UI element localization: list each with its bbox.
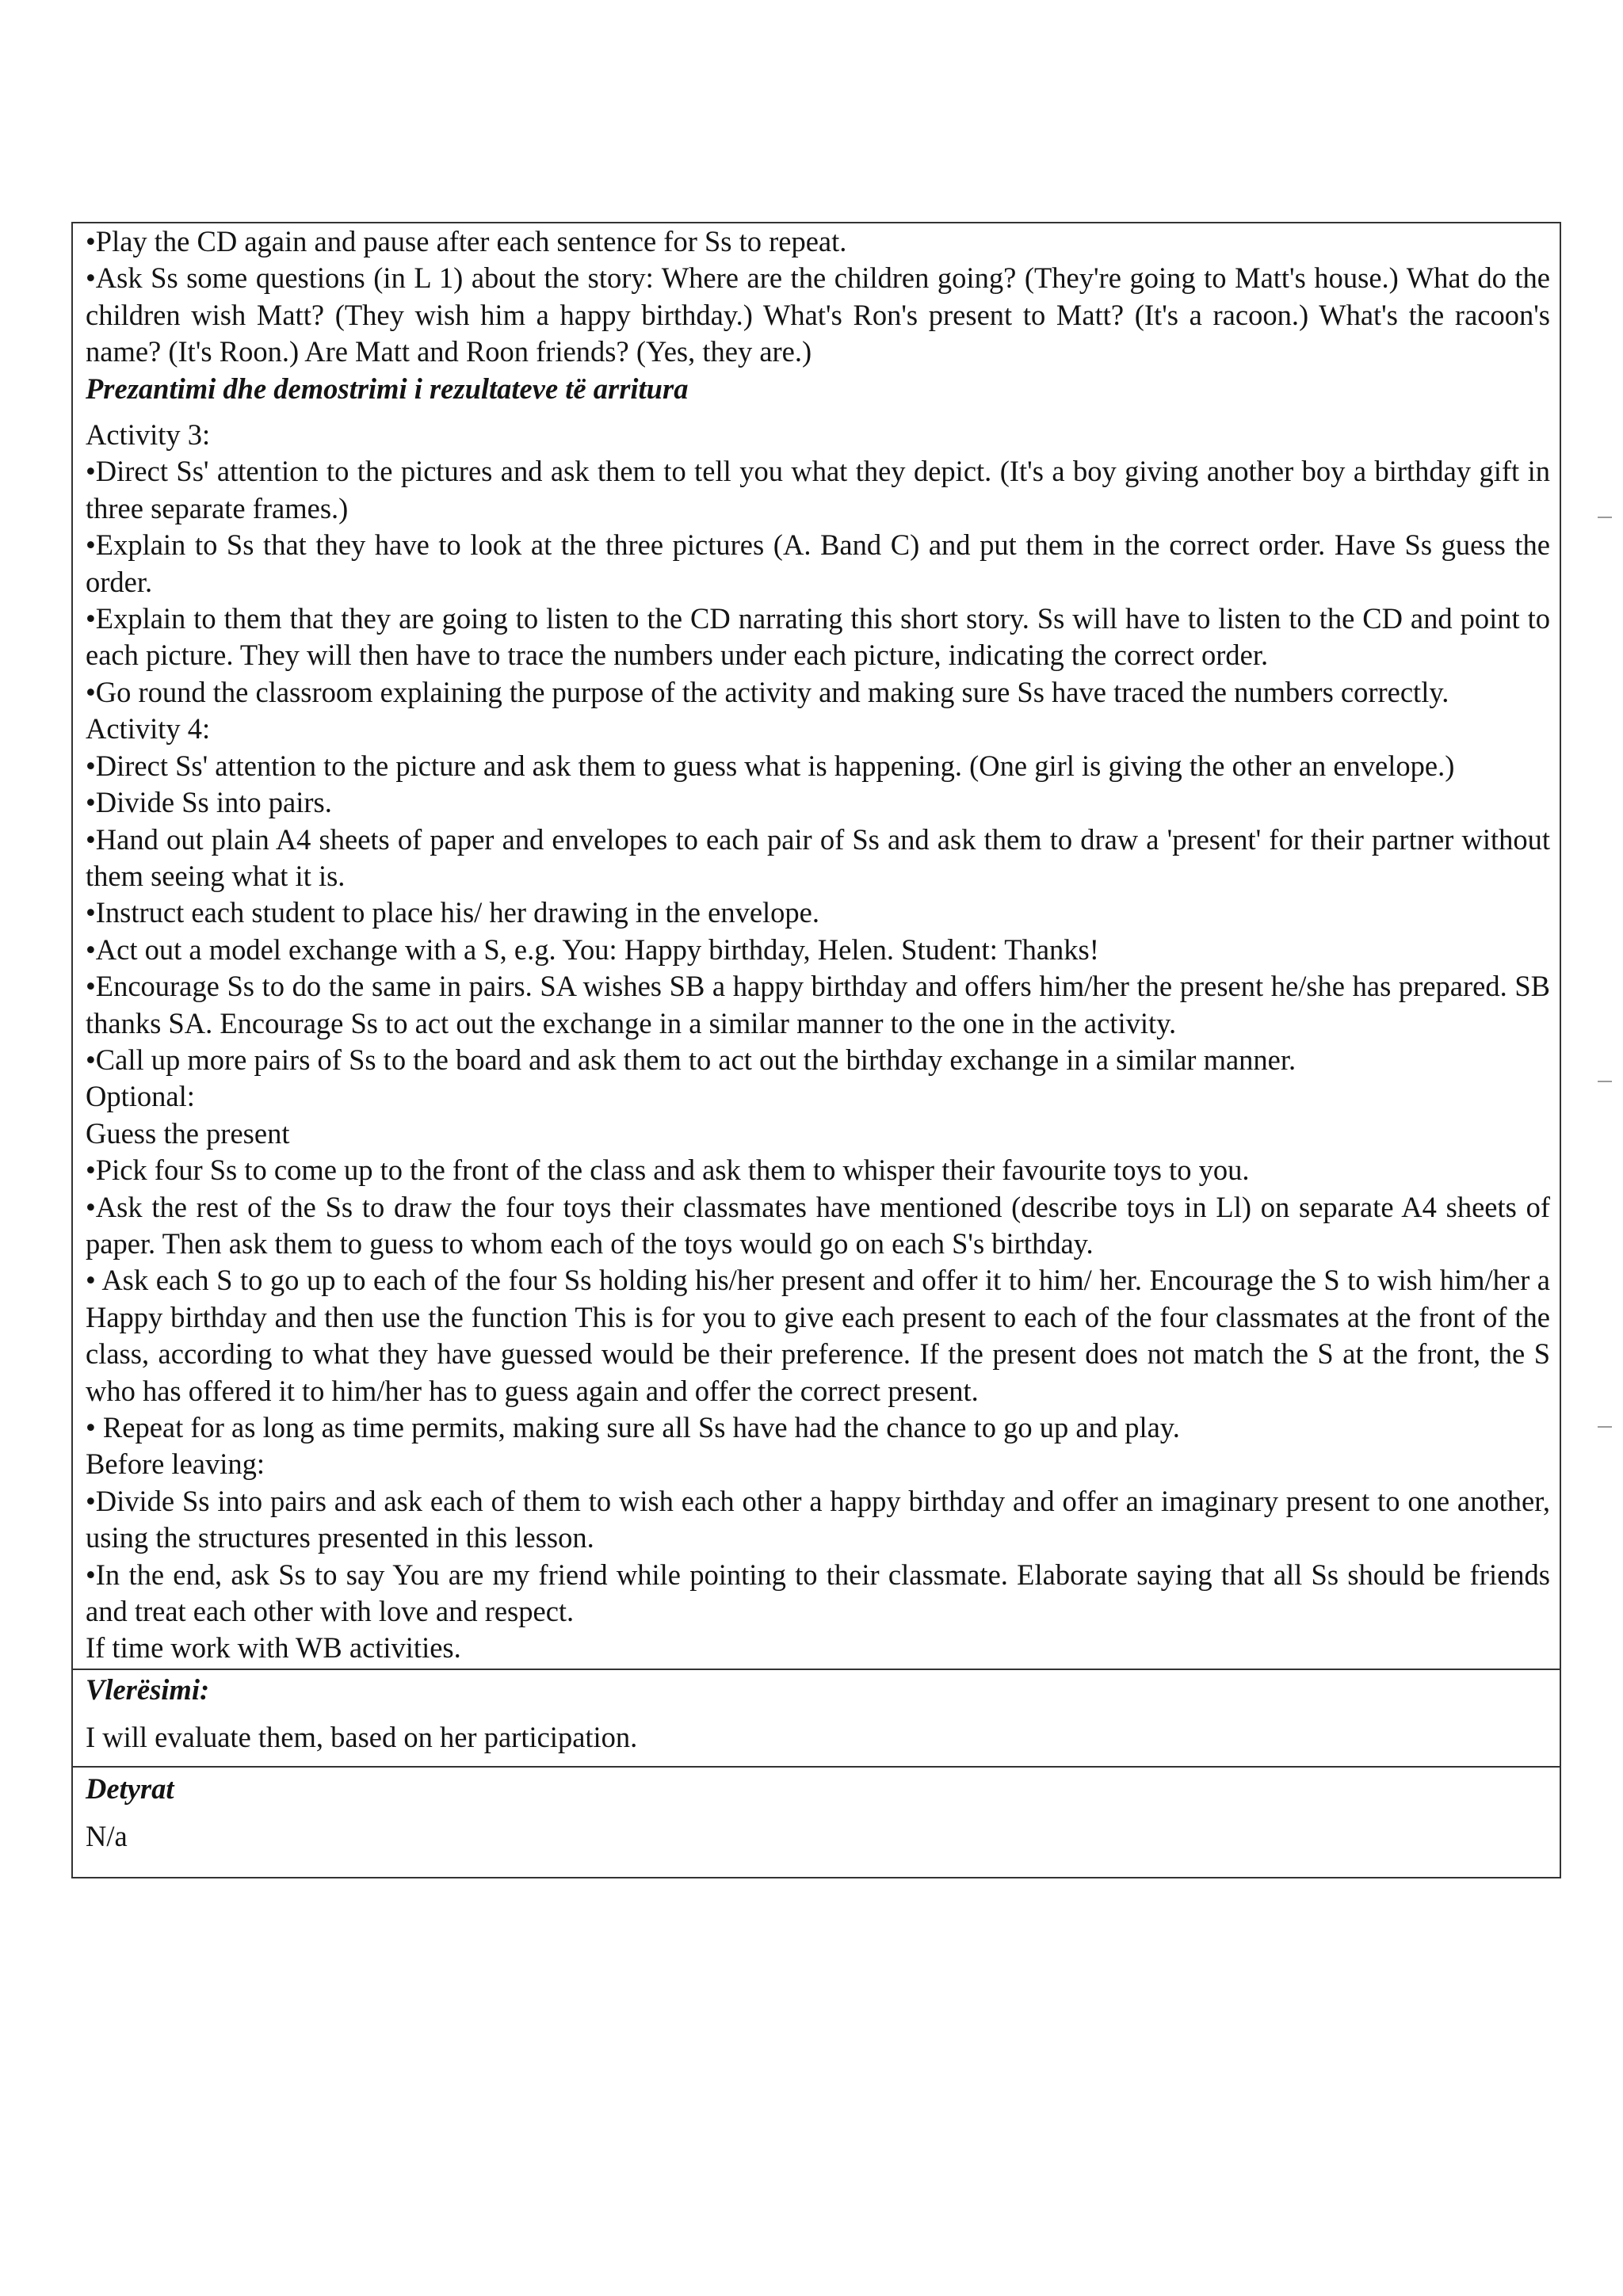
activity-3-title: Activity 3:	[86, 418, 211, 452]
before-leaving-title: Before leaving:	[86, 1447, 265, 1481]
activity-4-item: •Call up more pairs of Ss to the board and ask them to act out the birthday exchange in a similar manner.	[86, 1043, 1296, 1076]
evaluation-text: I will evaluate them, based on her participation.	[86, 1721, 638, 1754]
optional-item: •Ask the rest of the Ss to draw the four toys their classmates have mentioned (describe toys in Ll) on separate A4 sheets of paper. Then ask them to guess to whom each of the toys would go on each S's birthday.	[86, 1190, 1550, 1260]
before-leaving-item: •Divide Ss into pairs and ask each of them to wish each other a happy birthday and offer an imaginary present to one another, using the structures presented in this lesson.	[86, 1484, 1550, 1554]
scan-margin-mark	[1598, 517, 1612, 518]
optional-item: •Pick four Ss to come up to the front of the class and ask them to whisper their favourite toys to you.	[86, 1154, 1250, 1187]
optional-subtitle: Guess the present	[86, 1116, 290, 1150]
evaluation-cell	[73, 1670, 1560, 1768]
before-leaving-item: •In the end, ask Ss to say You are my friend while pointing to their classmate. Elaborate saying that all Ss should be friends and treat each other with love and respect.	[86, 1558, 1550, 1628]
activity-4-item: •Hand out plain A4 sheets of paper and envelopes to each pair of Ss and ask them to draw a 'present' for their partner without them seeing what it is.	[86, 822, 1550, 892]
activity-4-item: •Instruct each student to place his/ her drawing in the envelope.	[86, 896, 819, 929]
intro-paragraph: •Play the CD again and pause after each sentence for Ss to repeat.	[86, 225, 847, 257]
closing-line: If time work with WB activities.	[86, 1631, 461, 1665]
evaluation-heading: Vlerësimi:	[86, 1672, 210, 1706]
activity-4-item: •Divide Ss into pairs.	[86, 786, 332, 819]
homework-text: N/a	[86, 1820, 128, 1853]
activity-3-item: •Explain to them that they are going to listen to the CD narrating this short story. Ss will have to listen to the CD and point to each picture. They will then have to trace the numbers under each picture, indicating the correct order.	[86, 602, 1550, 672]
homework-cell	[73, 1768, 1560, 1878]
optional-item: • Ask each S to go up to each of the four Ss holding his/her present and offer it to him/ her. Encourage the S to wish him/her a Happy birthday and then use the function This is for you to give each present to each of the four classmates at the front of the class, according to what they have guessed would be their preference. If the present does not match the S at the front, the S who has offered it to him/her has to guess again and offer the correct present.	[86, 1264, 1550, 1407]
optional-item: • Repeat for as long as time permits, making sure all Ss have had the chance to go up and play.	[86, 1411, 1180, 1444]
scan-margin-mark	[1598, 1081, 1612, 1082]
lesson-plan-table	[71, 222, 1561, 1878]
activity-3-item: •Direct Ss' attention to the pictures and ask them to tell you what they depict. (It's a boy giving another boy a birthday gift in three separate frames.)	[86, 455, 1550, 524]
section-heading: Prezantimi dhe demostrimi i rezultateve të arritura	[86, 372, 689, 405]
activity-4-title: Activity 4:	[86, 712, 211, 746]
activity-4-item: •Direct Ss' attention to the picture and ask them to guess what is happening. (One girl is giving the other an envelope.)	[86, 749, 1455, 782]
optional-title: Optional:	[86, 1080, 195, 1113]
homework-heading: Detyrat	[86, 1772, 174, 1805]
intro-paragraph: •Ask Ss some questions (in L 1) about the story: Where are the children going? (They're going to Matt's house.) What do the children wish Matt? (They wish him a happy birthday.) What's Ron's present to Matt? (It's a racoon.) What's the racoon's name? (It's Roon.) Are Matt and Roon friends? (Yes, they are.)	[86, 261, 1550, 368]
scan-margin-mark	[1598, 1426, 1612, 1428]
lesson-procedure-cell	[73, 223, 1560, 1670]
activity-4-item: •Act out a model exchange with a S, e.g. You: Happy birthday, Helen. Student: Thanks!	[86, 933, 1099, 966]
activity-3-item: •Explain to Ss that they have to look at the three pictures (A. Band C) and put them in the correct order. Have Ss guess the order.	[86, 528, 1550, 598]
activity-3-item: •Go round the classroom explaining the purpose of the activity and making sure Ss have traced the numbers correctly.	[86, 675, 1449, 708]
activity-4-item: •Encourage Ss to do the same in pairs. SA wishes SB a happy birthday and offers him/her the present he/she has prepared. SB thanks SA. Encourage Ss to act out the exchange in a similar manner to the one in the activity.	[86, 970, 1550, 1039]
